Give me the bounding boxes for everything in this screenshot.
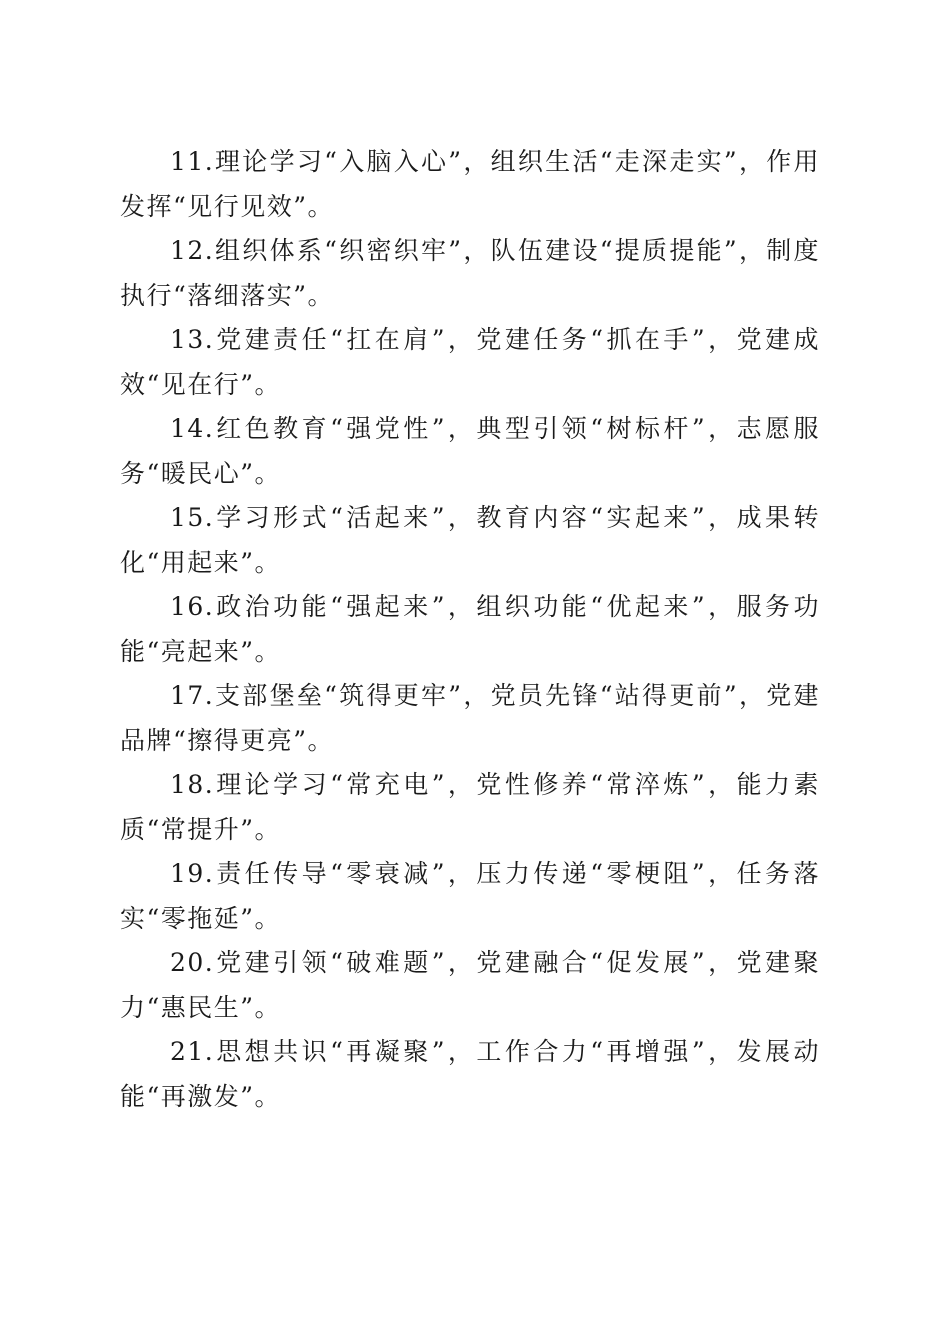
paragraph-20: 20.党建引领“破难题”，党建融合“促发展”，党建聚力“惠民生”。 xyxy=(120,948,820,1022)
document-body xyxy=(120,140,820,1119)
paragraph-19: 19.责任传导“零衰减”，压力传递“零梗阻”，任务落实“零拖延”。 xyxy=(120,859,820,933)
paragraph-11: 11.理论学习“入脑入心”，组织生活“走深走实”，作用发挥“见行见效”。 xyxy=(120,147,820,221)
paragraph-12: 12.组织体系“织密织牢”，队伍建设“提质提能”，制度执行“落细落实”。 xyxy=(120,236,820,310)
paragraph-17: 17.支部堡垒“筑得更牢”，党员先锋“站得更前”，党建品牌“擦得更亮”。 xyxy=(120,681,820,755)
paragraph-14: 14.红色教育“强党性”，典型引领“树标杆”，志愿服务“暖民心”。 xyxy=(120,414,820,488)
paragraph-18: 18.理论学习“常充电”，党性修养“常淬炼”，能力素质“常提升”。 xyxy=(120,770,820,844)
paragraph-21: 21.思想共识“再凝聚”，工作合力“再增强”，发展动能“再激发”。 xyxy=(120,1037,820,1111)
paragraph-16: 16.政治功能“强起来”，组织功能“优起来”，服务功能“亮起来”。 xyxy=(120,592,820,666)
paragraph-15: 15.学习形式“活起来”，教育内容“实起来”，成果转化“用起来”。 xyxy=(120,503,820,577)
paragraph-13: 13.党建责任“扛在肩”，党建任务“抓在手”，党建成效“见在行”。 xyxy=(120,325,820,399)
